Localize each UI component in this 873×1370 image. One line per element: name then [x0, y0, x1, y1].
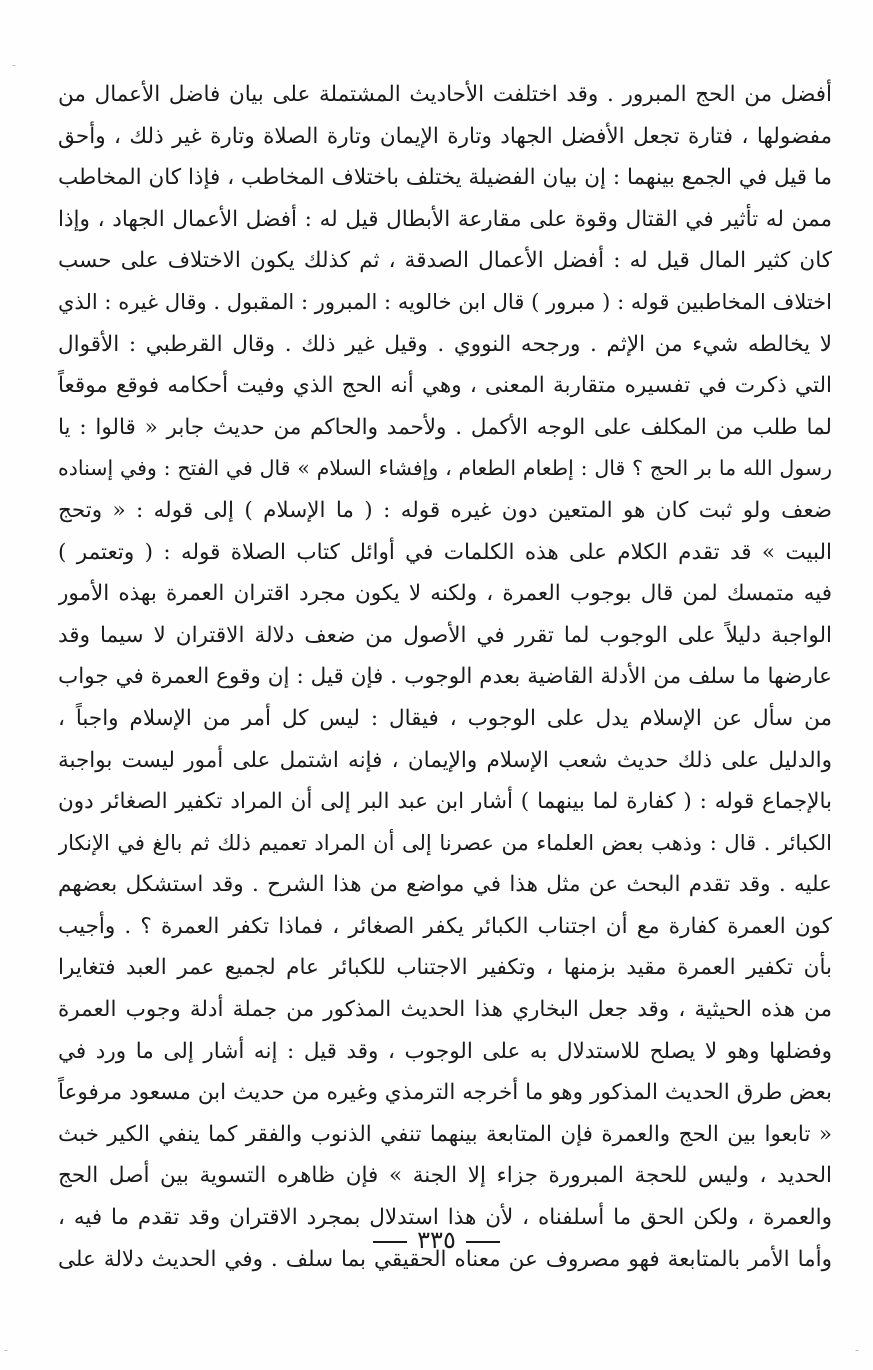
- text-line: الواجبة دليلاً على الوجوب لما تقرر في الأصول من ضعف دلالة الاقتران لا سيما وقد: [58, 622, 832, 648]
- dash-right: [373, 1241, 407, 1243]
- text-line: كون العمرة كفارة مع أن اجتناب الكبائر يكفر الصغائر ، فماذا تكفر العمرة ؟ . وأجيب: [58, 913, 832, 939]
- text-line: رسول الله ما بر الحج ؟ قال : إطعام الطعام ، وإفشاء السلام » قال في الفتح : وفي إسناده: [58, 456, 832, 481]
- text-line: من هذه الحيثية ، وقد جعل البخاري هذا الحديث المذكور من جملة أدلة وجوب العمرة: [58, 997, 832, 1023]
- margin-mark: -: [855, 1343, 860, 1357]
- body-text: [58, 74, 832, 1280]
- text-line: عليه . وقد تقدم البحث عن مثل هذا في مواضع من هذا الشرح . وقد استشكل بعضهم: [58, 872, 832, 898]
- page-number-footer: [0, 1226, 873, 1254]
- text-line: اختلاف المخاطبين قوله : ( مبرور ) قال ابن خالويه : المبرور : المقبول . وقال غيره : الذي: [58, 289, 832, 314]
- text-line: مفضولها ، فتارة تجعل الأفضل الجهاد وتارة الإيمان وتارة الصلاة وتارة غير ذلك ، وأحق: [58, 123, 832, 149]
- text-line: وأما الأمر بالمتابعة فهو مصروف عن معناه الحقيقي بما سلف . وفي الحديث دلالة على: [58, 1246, 832, 1272]
- margin-mark: -: [4, 1343, 9, 1357]
- text-line: ما قيل في الجمع بينهما : إن بيان الفضيلة يختلف باختلاف المخاطب ، فإذا كان المخاطب: [58, 165, 832, 191]
- dash-left: [466, 1241, 500, 1243]
- text-line: بالإجماع قوله : ( كفارة لما بينهما ) أشار ابن عبد البر إلى أن المراد تكفير الصغائر دون: [58, 789, 832, 815]
- margin-mark: -: [12, 58, 17, 72]
- page-number: ٣٣٥: [417, 1226, 456, 1254]
- text-line: التي ذكرت في تفسيره متقاربة المعنى ، وهي أنه الحج الذي وفيت أحكامه فوقع موقعاً: [58, 373, 832, 399]
- text-line: وفضلها وهو لا يصلح للاستدلال به على الوجوب ، وقد قيل : إنه أشار إلى ما ورد في: [58, 1038, 832, 1064]
- text-line: والعمرة ، ولكن الحق ما أسلفناه ، لأن هذا استدلال بمجرد الاقتران وقد تقدم ما فيه ،: [58, 1205, 832, 1231]
- text-line: الحديد ، وليس للحجة المبرورة جزاء إلا الجنة » فإن ظاهره التسوية بين أصل الحج: [58, 1163, 832, 1189]
- text-line: بأن تكفير العمرة مقيد بزمنها ، وتكفير الاجتناب للكبائر عام لجميع عمر العبد فتغايرا: [58, 955, 832, 981]
- text-line: لا يخالطه شيء من الإثم . ورجحه النووي . وقيل غير ذلك . وقال القرطبي : الأقوال: [58, 331, 832, 357]
- text-line: والدليل على ذلك حديث شعب الإسلام والإيمان ، فإنه اشتمل على أمور ليست بواجبة: [58, 747, 832, 773]
- text-line: بعض طرق الحديث المذكور وهو ما أخرجه الترمذي وغيره من حديث ابن مسعود مرفوعاً: [58, 1080, 832, 1106]
- text-line: كان كثير المال قيل له : أفضل الأعمال الصدقة ، ثم كذلك يكون الاختلاف على حسب: [58, 248, 832, 274]
- text-line: فيه متمسك لمن قال بوجوب العمرة ، ولكنه لا يكون مجرد اقتران العمرة بهذه الأمور: [58, 581, 832, 607]
- text-line: ضعف ولو ثبت كان هو المتعين دون غيره قوله : ( ما الإسلام ) إلى قوله : « وتحج: [58, 497, 832, 523]
- text-line: عارضها ما سلف من الأدلة القاضية بعدم الوجوب . فإن قيل : إن وقوع العمرة في جواب: [58, 664, 832, 690]
- text-line: « تابعوا بين الحج والعمرة فإن المتابعة بينهما تنفي الذنوب والفقر كما ينفي الكير خبث: [58, 1121, 832, 1147]
- text-line: من سأل عن الإسلام يدل على الوجوب ، فيقال : ليس كل أمر من الإسلام واجباً ،: [58, 705, 832, 731]
- text-line: أفضل من الحج المبرور . وقد اختلفت الأحاديث المشتملة على بيان فاضل الأعمال من: [58, 82, 832, 107]
- text-line: البيت » قد تقدم الكلام على هذه الكلمات في أوائل كتاب الصلاة قوله : ( وتعتمر ): [58, 539, 832, 565]
- text-line: ممن له تأثير في القتال وقوة على مقارعة الأبطال قيل له : أفضل الأعمال الجهاد ، وإذا: [58, 206, 832, 232]
- text-line: لما طلب من المكلف على الوجه الأكمل . ولأحمد والحاكم من حديث جابر « قالوا : يا: [58, 414, 832, 440]
- text-line: الكبائر . قال : وذهب بعض العلماء من عصرنا إلى أن المراد تعميم ذلك ثم بالغ في الإنكار: [58, 830, 832, 855]
